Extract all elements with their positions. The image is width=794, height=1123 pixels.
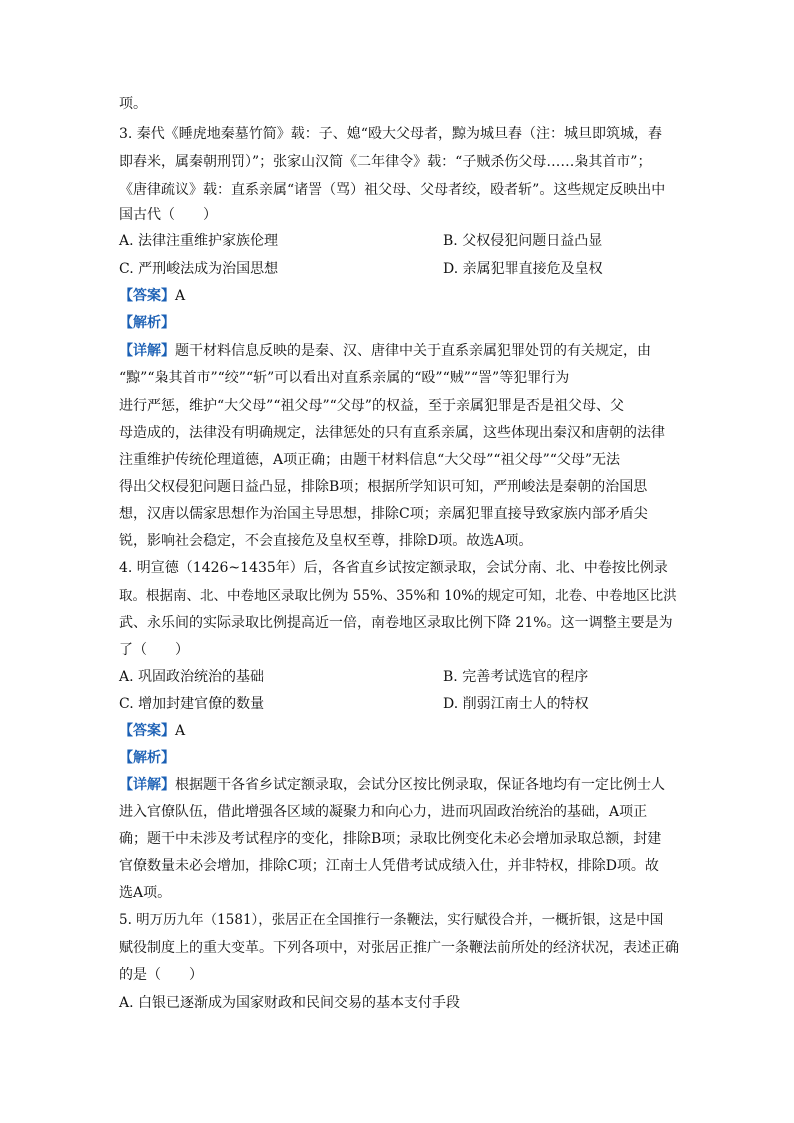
detail-text: 根据题干各省乡试定额录取，会试分区按比例录取，保证各地均有一定比例士人 xyxy=(175,777,665,793)
detail-tag: 【详解】 xyxy=(119,343,175,359)
detail-tag: 【详解】 xyxy=(119,777,175,793)
q2-tail: 项。 xyxy=(119,96,147,112)
q3-answer xyxy=(119,286,679,306)
q5-stem-line: 5. 明万历九年（1581），张居正在全国推行一条鞭法，实行赋役合并，一概折银，这是中国 xyxy=(119,912,664,928)
q3-option-b: B. 父权侵犯问题日益凸显 xyxy=(443,233,603,249)
q4-stem-line: 了（ ） xyxy=(119,642,189,658)
q3-option-a: A. 法律注重维护家族伦理 xyxy=(119,233,279,249)
q3-detail-line: 得出父权侵犯问题日益凸显，排除B项；根据所学知识可知，严刑峻法是秦朝的治国思 xyxy=(119,479,648,495)
q4-detail-line: 确；题干中未涉及考试程序的变化，排除B项；录取比例变化未必会增加录取总额，封建 xyxy=(119,831,662,847)
q4-stem-line: 4. 明宣德（1426~1435年）后，各省直乡试按定额录取，会试分南、北、中卷按比例录 xyxy=(119,560,668,576)
q3-stem-line: 3. 秦代《睡虎地秦墓竹简》载：子、媳“殴大父母者，黥为城旦舂（注：城旦即筑城，舂 xyxy=(119,126,662,142)
q3-detail-line: 锐，影响社会稳定，不会直接危及皇权至尊，排除D项。故选A项。 xyxy=(119,533,533,549)
q4-option-b: B. 完善考试选官的程序 xyxy=(443,669,589,685)
q3-stem-line: 即舂米，属秦朝刑罚）”；张家山汉简《二年律令》载：“子贼杀伤父母……枭其首市”； xyxy=(119,154,652,170)
q4-stem-line: 取。根据南、北、中卷地区录取比例为 55%、35%和 10%的规定可知，北卷、中卷地区比洪 xyxy=(119,588,677,604)
q3-detail-line: 想，汉唐以儒家思想作为治国主导思想，排除C项；亲属犯罪直接导致家族内部矛盾尖 xyxy=(119,506,648,522)
detail-text: 题干材料信息反映的是秦、汉、唐律中关于直系亲属犯罪处罚的有关规定，由 xyxy=(175,343,651,359)
q3-option-d: D. 亲属犯罪直接危及皇权 xyxy=(443,261,603,277)
q3-stem-line: 《唐律疏议》载：直系亲属“诸詈（骂）祖父母、父母者绞，殴者斩”。这些规定反映出中 xyxy=(119,182,666,198)
q3-detail-line xyxy=(119,341,679,361)
q3-detail-line: 进行严惩，维护“大父母”“祖父母”“父母”的权益，至于亲属犯罪是否是祖父母、父 xyxy=(119,398,624,414)
q3-detail-line: “黥”“枭其首市”“绞”“斩”可以看出对直系亲属的“殴”“贼”“詈”等犯罪行为 xyxy=(119,370,570,386)
q4-answer xyxy=(119,721,679,741)
q3-analysis-heading xyxy=(119,313,679,333)
q4-detail-line xyxy=(119,775,679,795)
q4-option-c: C. 增加封建官僚的数量 xyxy=(119,696,265,712)
q4-option-a: A. 巩固政治统治的基础 xyxy=(119,669,265,685)
q5-stem-line: 的是（ ） xyxy=(119,967,203,983)
q5-option-a: A. 白银已逐渐成为国家财政和民间交易的基本支付手段 xyxy=(119,995,461,1011)
q3-detail-line: 母造成的，法律没有明确规定，法律惩处的只有直系亲属，这些体现出秦汉和唐朝的法律 xyxy=(119,425,665,441)
q5-stem-line: 赋役制度上的重大变革。下列各项中，对张居正推广一条鞭法前所处的经济状况，表述正确 xyxy=(119,940,679,956)
answer-value: A xyxy=(175,288,186,304)
q4-detail-line: 选A项。 xyxy=(119,885,172,901)
q3-detail-line: 注重维护传统伦理道德，A项正确；由题干材料信息“大父母”“祖父母”“父母”无法 xyxy=(119,452,621,468)
q4-stem-line: 武、永乐间的实际录取比例提高近一倍，南卷地区录取比例下降 21%。这一调整主要是为 xyxy=(119,615,673,631)
analysis-tag: 【解析】 xyxy=(119,315,175,331)
q4-detail-line: 官僚数量未必会增加，排除C项；江南士人凭借考试成绩入仕，并非特权，排除D项。故 xyxy=(119,858,659,874)
q3-option-c: C. 严刑峻法成为治国思想 xyxy=(119,261,279,277)
answer-tag: 【答案】 xyxy=(119,288,175,304)
q3-stem-line: 国古代（ ） xyxy=(119,207,217,223)
analysis-tag: 【解析】 xyxy=(119,750,175,766)
answer-value: A xyxy=(175,723,186,739)
q4-detail-line: 进入官僚队伍，借此增强各区域的凝聚力和向心力，进而巩固政治统治的基础，A项正 xyxy=(119,804,648,820)
q4-analysis-heading xyxy=(119,748,679,768)
answer-tag: 【答案】 xyxy=(119,723,175,739)
q4-option-d: D. 削弱江南士人的特权 xyxy=(443,696,589,712)
